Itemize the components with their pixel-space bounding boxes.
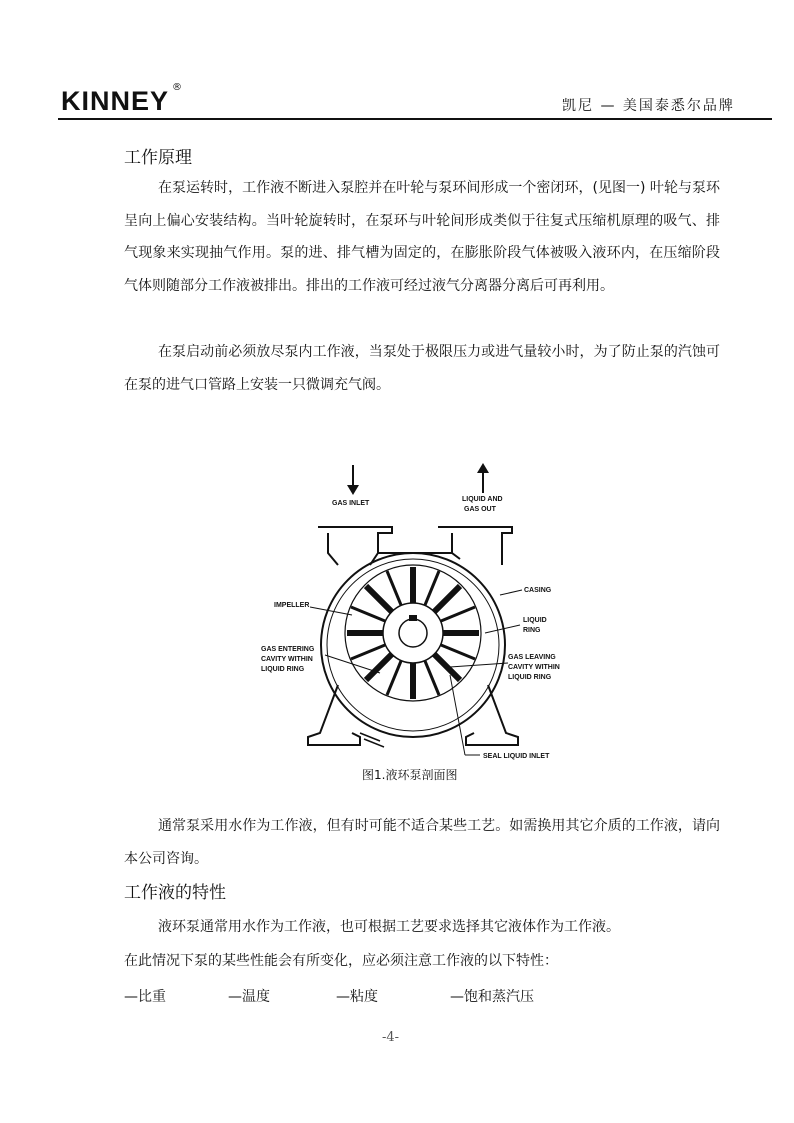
paragraph-water-medium: 通常泵采用水作为工作液，但有时可能不适合某些工艺。如需换用其它介质的工作液，请向本公司咨询。 <box>124 818 720 867</box>
label-gas-out: GAS OUT <box>464 506 496 513</box>
text-line-working-fluid-2: 在此情况下泵的某些性能会有所变化，应必须注意工作液的以下特性： <box>124 953 558 969</box>
label-ring: RING <box>523 627 541 634</box>
pump-cross-section-diagram <box>240 455 580 785</box>
header-rule <box>58 118 772 120</box>
label-gas-leaving: GAS LEAVING <box>508 654 556 661</box>
paragraph-principle: 在泵运转时，工作液不断进入泵腔并在叶轮与泵环间形成一个密闭环，(见图一) 叶轮与泵环呈向上偏心安装结构。当叶轮旋转时，在泵环与叶轮间形成类似于往复式压缩机原理的吸气、排气现象来实现抽气作用。泵的进、排气槽为固定的，在膨胀阶段气体被吸入液环内，在压缩阶段气体则随部分工作液被排出。排出的工作液可经过液气分离器分离后可再利用。 <box>124 180 720 294</box>
impeller <box>345 565 481 701</box>
label-cavity-within-left: CAVITY WITHIN <box>261 656 313 663</box>
label-impeller: IMPELLER <box>274 602 310 609</box>
header-right-text: 凯尼 — 美国泰悉尔品牌 <box>562 98 735 114</box>
property-vapor-pressure: —饱和蒸汽压 <box>450 989 534 1005</box>
pump-casing <box>308 527 518 745</box>
label-casing: CASING <box>524 587 552 594</box>
label-gas-entering: GAS ENTERING <box>261 646 315 653</box>
property-viscosity: —粘度 <box>336 989 378 1005</box>
label-liquid-ring-left: LIQUID RING <box>261 666 305 673</box>
registered-mark: ® <box>172 82 182 93</box>
label-cavity-within-right: CAVITY WITHIN <box>508 664 560 671</box>
paragraph-startup: 在泵启动前必须放尽泵内工作液，当泵处于极限压力或进气量较小时，为了防止泵的汽蚀可在泵的进气口管路上安装一只微调充气阀。 <box>124 344 720 393</box>
figure-caption: 图1.液环泵剖面图 <box>362 768 458 782</box>
page-number: -4- <box>382 1030 400 1045</box>
property-temperature: —温度 <box>228 989 270 1005</box>
label-liquid: LIQUID <box>523 617 547 624</box>
section-title-principle: 工作原理 <box>124 148 192 168</box>
section-title-working-fluid: 工作液的特性 <box>124 883 226 903</box>
gas-out-arrow <box>477 463 489 493</box>
property-specific-gravity: —比重 <box>124 989 166 1005</box>
label-gas-inlet: GAS INLET <box>332 500 370 507</box>
gas-inlet-arrow <box>347 465 359 495</box>
label-seal-liquid-inlet: SEAL LIQUID INLET <box>483 753 550 760</box>
label-liquid-and: LIQUID AND <box>462 496 503 503</box>
text-line-working-fluid-1: 液环泵通常用水作为工作液，也可根据工艺要求选择其它液体作为工作液。 <box>158 919 620 935</box>
seal-liquid-arrow <box>360 733 384 747</box>
label-liquid-ring-right: LIQUID RING <box>508 674 552 681</box>
brand-logo: KINNEY <box>61 86 170 116</box>
